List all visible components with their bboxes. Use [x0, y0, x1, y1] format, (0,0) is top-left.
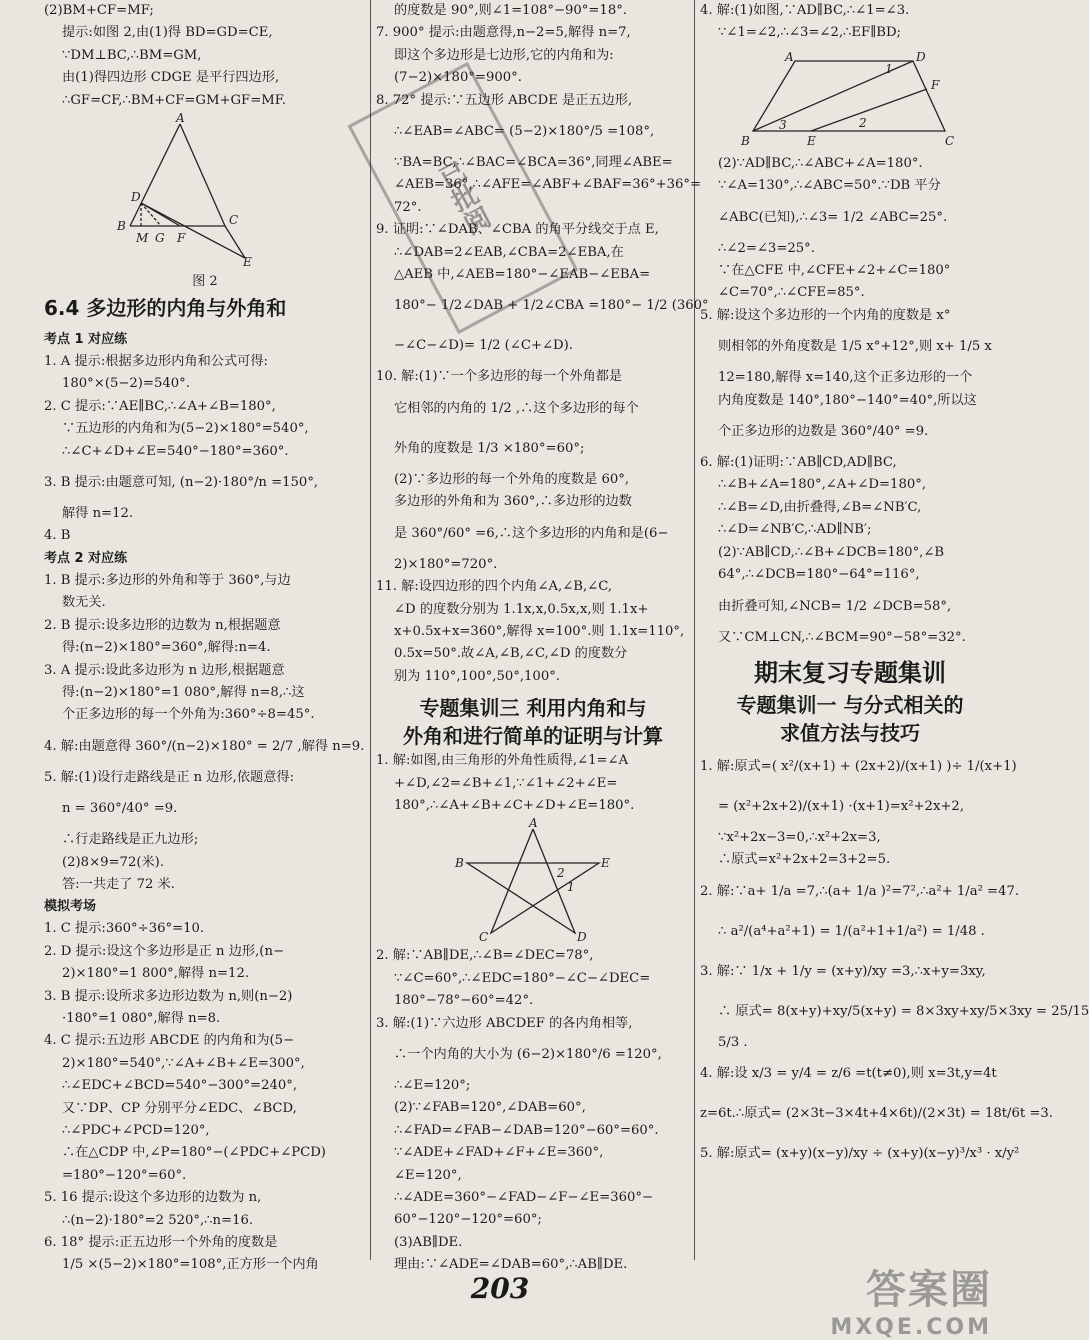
fig2-label: G	[155, 231, 165, 246]
text-line: 1. B 提示:多边形的外角和等于 360°,与边	[44, 572, 291, 588]
text-line: ∴在△CDP 中,∠P=180°−(∠PDC+∠PCD)	[62, 1145, 326, 1161]
text-line: x+0.5x+x=360°,解得 x=100°.则 1.1x=110°,	[394, 623, 685, 639]
text-line: 180°− 1/2∠DAB + 1/2∠CBA =180°− 1/2 (360°	[394, 298, 709, 314]
text-line: (2)BM+CF=MF;	[44, 3, 154, 18]
subsection-title: 模拟考场	[44, 899, 97, 915]
text-line: 又∵DP、CP 分别平分∠EDC、∠BCD,	[62, 1100, 297, 1116]
text-line: ∴∠B+∠A=180°,∠A+∠D=180°,	[718, 477, 927, 493]
text-line: 6. 18° 提示:正五边形一个外角的度数是	[44, 1235, 278, 1251]
text-line: −∠C−∠D)= 1/2 (∠C+∠D).	[394, 338, 573, 354]
text-line: 5/3 .	[718, 1034, 748, 1050]
text-line: ∴(n−2)·180°=2 520°,∴n=16.	[62, 1212, 254, 1228]
text-line: ∴GF=CF,∴BM+CF=GM+GF=MF.	[62, 92, 287, 108]
text-line: 2)×180°=1 800°,解得 n=12.	[62, 966, 250, 982]
text-line: 由折叠可知,∠NCB= 1/2 ∠DCB=58°,	[718, 598, 952, 614]
text-line: 2. 解:∵a+ 1/a =7,∴(a+ 1/a )²=7²,∴a²+ 1/a² =47.	[700, 883, 1020, 899]
text-line: = (x²+2x+2)/(x+1) ·(x+1)=x²+2x+2,	[718, 798, 965, 814]
text-line: 180°×(5−2)=540°.	[62, 376, 190, 392]
page-number: 203	[470, 1272, 530, 1305]
text-line: 个正多边形的每一个外角为:360°÷8=45°.	[62, 707, 315, 723]
text-line: 个正多边形的边数是 360°/40° =9.	[718, 424, 929, 440]
text-line: 4. B	[44, 528, 71, 544]
text-line: ∴∠EDC+∠BCD=540°−300°=240°,	[62, 1078, 298, 1094]
text-line: (2)∵∠FAB=120°,∠DAB=60°,	[394, 1100, 586, 1116]
text-line: 由(1)得四边形 CDGE 是平行四边形,	[62, 70, 280, 86]
text-line: 则相邻的外角度数是 1/5 x°+12°,则 x+ 1/5 x	[718, 339, 992, 355]
column-divider	[370, 0, 371, 1260]
text-line: 72°.	[394, 199, 422, 215]
text-line: 2. B 提示:设多边形的边数为 n,根据题意	[44, 617, 281, 633]
text-line: 2. D 提示:设这个多边形是正 n 边形,(n−	[44, 943, 284, 959]
text-line: 12=180,解得 x=140,这个正多边形的一个	[718, 370, 973, 386]
text-line: 0.5x=50°.故∠A,∠B,∠C,∠D 的度数分	[394, 646, 628, 662]
text-line: 别为 110°,100°,50°,100°.	[394, 668, 561, 684]
text-line: (2)∵多边形的每一个外角的度数是 60°,	[394, 471, 630, 487]
text-line: ∴∠B=∠D,由折叠得,∠B=∠NB′C,	[718, 499, 922, 515]
text-line: 1. 解:如图,由三角形的外角性质得,∠1=∠A	[376, 753, 629, 769]
text-line: 2)×180°=720°.	[394, 556, 498, 572]
text-line: ∠D 的度数分别为 1.1x,x,0.5x,x,则 1.1x+	[394, 601, 649, 617]
text-line: (2)∵AB∥CD,∴∠B+∠DCB=180°,∠B	[718, 544, 945, 560]
subsection-title: 考点 1 对应练	[44, 332, 128, 348]
text-line: ∠ABC(已知),∴∠3= 1/2 ∠ABC=25°.	[718, 209, 948, 225]
text-line: ∴∠ADE=360°−∠FAD−∠F−∠E=360°−	[394, 1190, 654, 1205]
text-line: 180°,∴∠A+∠B+∠C+∠D+∠E=180°.	[394, 797, 635, 813]
text-line: ∵BA=BC,∴∠BAC=∠BCA=36°,同理∠ABE=	[394, 155, 673, 171]
text-line: ∵DM⊥BC,∴BM=GM,	[62, 47, 202, 63]
text-line: 多边形的外角和为 360°,∴多边形的边数	[394, 494, 632, 510]
text-line: (2)∵AD∥BC,∴∠ABC+∠A=180°.	[718, 155, 923, 171]
fig2-label: A	[176, 111, 185, 126]
final-review-title: 期末复习专题集训	[754, 658, 946, 687]
text-line: 4. 解:由题意得 360°/(n−2)×180° = 2/7 ,解得 n=9.	[44, 738, 365, 754]
star-label: A	[529, 816, 538, 831]
text-line: 5. 解:原式= (x+y)(x−y)/xy ÷ (x+y)(x−y)³/x³ · x/y²	[700, 1146, 1020, 1162]
text-line: ∴行走路线是正九边形;	[62, 832, 199, 848]
text-line: 又∵CM⊥CN,∴∠BCM=90°−58°=32°.	[718, 629, 966, 645]
text-line: ·180°=1 080°,解得 n=8.	[62, 1010, 221, 1026]
text-line: =180°−120°=60°.	[62, 1167, 187, 1183]
star-label: D	[577, 930, 587, 945]
text-line: z=6t.∴原式= (2×3t−3×4t+4×6t)/(2×3t) = 18t/6t =3.	[700, 1106, 1053, 1122]
text-line: ∴ a²/(a⁴+a²+1) = 1/(a²+1+1/a²) = 1/48 .	[718, 923, 985, 939]
fig2-label: C	[229, 213, 239, 228]
text-line: 内角度数是 140°,180°−140°=40°,所以这	[718, 392, 977, 408]
text-line: ∴ 原式= 8(x+y)+xy/5(x+y) = 8×3xy+xy/5×3xy = 25/15	[718, 1003, 1089, 1019]
text-line: 10. 解:(1)∵一个多边形的每一个外角都是	[376, 369, 623, 385]
text-line: 2)×180°=540°,∵∠A+∠B+∠E=300°,	[62, 1055, 305, 1071]
text-line: 9. 证明:∵∠DAB、∠CBA 的角平分线交于点 E,	[376, 222, 659, 238]
text-line: 答:一共走了 72 米.	[62, 876, 175, 892]
text-line: 3. B 提示:设所求多边形边数为 n,则(n−2)	[44, 988, 293, 1004]
text-line: 1. 解:原式=( x²/(x+1) + (2x+2)/(x+1) )÷ 1/(x+1)	[700, 758, 1017, 774]
star-label: C	[479, 930, 489, 945]
text-line: 得:(n−2)×180°=360°,解得:n=4.	[62, 640, 271, 656]
text-line: ∴∠E=120°;	[394, 1077, 471, 1093]
text-line: 3. 解:(1)∵六边形 ABCDEF 的各内角相等,	[376, 1015, 633, 1031]
grading-stamp: 已批阅	[348, 62, 579, 334]
text-line: 8. 72° 提示:∵五边形 ABCDE 是正五边形,	[376, 92, 633, 108]
star-label: B	[455, 856, 464, 871]
text-line: 3. A 提示:设此多边形为 n 边形,根据题意	[44, 662, 285, 678]
trap-label: A	[785, 49, 794, 64]
text-line: ∴∠2=∠3=25°.	[718, 240, 815, 256]
trap-label: C	[945, 133, 955, 148]
text-line: 3. B 提示:由题意可知, (n−2)·180°/n =150°,	[44, 475, 319, 491]
topic-title: 求值方法与技巧	[780, 720, 920, 745]
text-line: ∴原式=x²+2x+2=3+2=5.	[718, 852, 891, 868]
text-line: 它相邻的内角的 1/2 ,∴这个多边形的每个	[394, 400, 639, 416]
text-line: 外角的度数是 1/3 ×180°=60°;	[394, 440, 585, 456]
star-label: 2	[557, 866, 565, 881]
trap-label: 1	[885, 61, 893, 76]
text-line: 64°,∴∠DCB=180°−64°=116°,	[718, 567, 920, 583]
text-line: 4. 解:设 x/3 = y/4 = z/6 =t(t≠0),则 x=3t,y=4t	[700, 1066, 997, 1082]
fig2-label: M	[136, 231, 149, 246]
text-line: 2. 解:∵AB∥DE,∴∠B=∠DEC=78°,	[376, 948, 594, 964]
text-line: (7−2)×180°=900°.	[394, 70, 522, 86]
text-line: ∠E=120°,	[394, 1167, 462, 1183]
topic-title: 专题集训一 与分式相关的	[736, 692, 964, 717]
trap-label: B	[741, 133, 750, 148]
fig2-label: D	[131, 190, 141, 205]
text-line: ∵五边形的内角和为(5−2)×180°=540°,	[62, 421, 309, 437]
text-line: ∵∠A=130°,∴∠ABC=50°.∵DB 平分	[718, 178, 941, 194]
text-line: ∠C=70°,∴∠CFE=85°.	[718, 285, 865, 301]
text-line: ∵∠C=60°,∴∠EDC=180°−∠C−∠DEC=	[394, 970, 651, 986]
trap-label: 3	[779, 117, 787, 132]
text-line: 7. 900° 提示:由题意得,n−2=5,解得 n=7,	[376, 25, 631, 41]
section-title: 6.4 多边形的内角与外角和	[44, 296, 287, 321]
text-line: 1. A 提示:根据多边形内角和公式可得:	[44, 354, 268, 370]
text-line: ∴∠PDC+∠PCD=120°,	[62, 1123, 210, 1138]
text-line: ∵在△CFE 中,∠CFE+∠2+∠C=180°	[718, 263, 951, 279]
topic-title: 外角和进行简单的证明与计算	[403, 724, 663, 749]
text-line: ∴∠D=∠NB′C,∴AD∥NB′;	[718, 522, 872, 538]
text-line: 的度数是 90°,则∠1=108°−90°=18°.	[394, 3, 627, 18]
text-line: 60°−120°−120°=60°;	[394, 1212, 542, 1228]
figure-caption: 图 2	[192, 274, 218, 290]
text-line: ∴∠EAB=∠ABC= (5−2)×180°/5 =108°,	[394, 124, 655, 140]
text-line: ∵∠ADE+∠FAD+∠F+∠E=360°,	[394, 1145, 604, 1161]
subsection-title: 考点 2 对应练	[44, 550, 128, 566]
column-left	[44, 0, 366, 1277]
fig2-label: E	[243, 255, 252, 270]
column-right	[700, 0, 1089, 1174]
text-line: ∵∠1=∠2,∴∠3=∠2,∴EF∥BD;	[718, 25, 901, 41]
text-line: ∴∠C+∠D+∠E=540°−180°=360°.	[62, 443, 289, 459]
trapezoid-figure	[735, 49, 965, 149]
text-line: 理由:∵∠ADE=∠DAB=60°,∴AB∥DE.	[394, 1257, 628, 1273]
text-line: (2)8×9=72(米).	[62, 854, 165, 870]
star-label: E	[601, 856, 610, 871]
trap-label: E	[807, 133, 816, 148]
text-line: 提示:如图 2,由(1)得 BD=GD=CE,	[62, 25, 273, 41]
text-line: 5. 解:设这个多边形的一个内角的度数是 x°	[700, 307, 951, 323]
watermark-cn: 答案圈	[866, 1267, 992, 1313]
star-label: 1	[567, 880, 575, 895]
text-line: (3)AB∥DE.	[394, 1234, 463, 1250]
text-line: 即这个多边形是七边形,它的内角和为:	[394, 47, 614, 63]
triangle-figure-2	[105, 111, 305, 270]
trap-label: 2	[859, 115, 867, 130]
watermark-site: MXQE.COM	[830, 1315, 992, 1340]
text-line: 得:(n−2)×180°=1 080°,解得 n=8,∴这	[62, 684, 305, 700]
trap-label: D	[916, 49, 926, 64]
text-line: 2. C 提示:∵AE∥BC,∴∠A+∠B=180°,	[44, 398, 276, 414]
text-line: n = 360°/40° =9.	[62, 801, 178, 817]
text-line: 是 360°/60° =6,∴这个多边形的内角和是(6−	[394, 525, 669, 541]
text-line: 3. 解:∵ 1/x + 1/y = (x+y)/xy =3,∴x+y=3xy,	[700, 963, 986, 979]
topic-title: 专题集训三 利用内角和与	[419, 696, 647, 721]
text-line: 数无关.	[62, 595, 106, 611]
text-line: 180°−78°−60°=42°.	[394, 993, 534, 1009]
trap-label: F	[931, 77, 940, 92]
fig2-label: F	[177, 231, 186, 246]
text-line: ∠AEB=36°,∴∠AFE=∠ABF+∠BAF=36°+36°=	[394, 177, 702, 193]
text-line: ∴一个内角的大小为 (6−2)×180°/6 =120°,	[394, 1046, 662, 1062]
text-line: 1/5 ×(5−2)×180°=108°,正方形一个内角	[62, 1257, 319, 1273]
text-line: 5. 16 提示:设这个多边形的边数为 n,	[44, 1190, 262, 1206]
text-line: ∵x²+2x−3=0,∴x²+2x=3,	[718, 829, 881, 845]
text-line: +∠D,∠2=∠B+∠1,∵∠1+∠2+∠E=	[394, 775, 618, 791]
text-line: △AEB 中,∠AEB=180°−∠EAB−∠EBA=	[394, 267, 651, 283]
star-figure	[453, 816, 613, 945]
text-line: ∴∠DAB=2∠EAB,∠CBA=2∠EBA,在	[394, 244, 624, 260]
text-line: 1. C 提示:360°÷36°=10.	[44, 921, 205, 937]
text-line: ∴∠FAD=∠FAB−∠DAB=120°−60°=60°.	[394, 1122, 659, 1138]
text-line: 11. 解:设四边形的四个内角∠A,∠B,∠C,	[376, 579, 613, 595]
fig2-label: B	[117, 219, 126, 234]
text-line: 5. 解:(1)设行走路线是正 n 边形,依题意得:	[44, 769, 295, 785]
text-line: 4. 解:(1)如图,∵AD∥BC,∴∠1=∠3.	[700, 3, 910, 18]
site-watermark	[830, 1258, 992, 1340]
text-line: 解得 n=12.	[62, 506, 134, 522]
text-line: 4. C 提示:五边形 ABCDE 的内角和为(5−	[44, 1033, 295, 1049]
text-line: 6. 解:(1)证明:∵AB∥CD,AD∥BC,	[700, 455, 897, 471]
